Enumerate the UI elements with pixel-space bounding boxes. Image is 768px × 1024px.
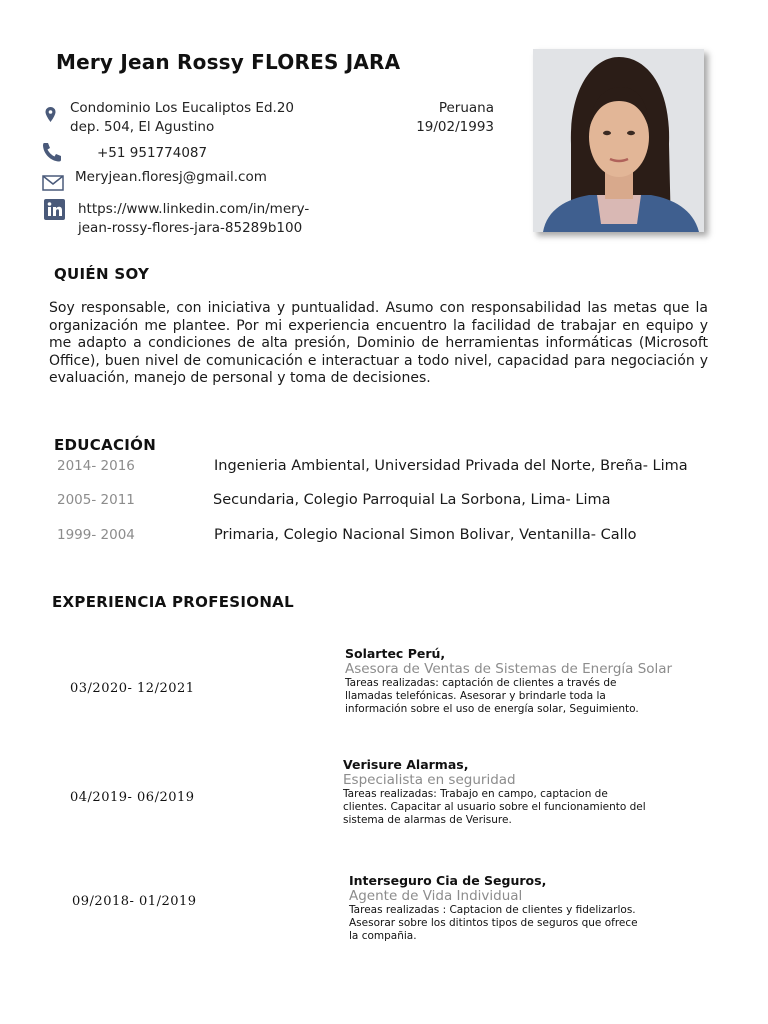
address-block bbox=[70, 99, 294, 137]
job-role: Asesora de Ventas de Sistemas de Energía Solar bbox=[345, 661, 673, 677]
linkedin-url-line-1[interactable]: https://www.linkedin.com/in/mery- bbox=[78, 201, 310, 217]
job-role: Especialista en seguridad bbox=[343, 772, 516, 788]
job-task-line: la compañia. bbox=[349, 930, 417, 942]
job-task-line: clientes. Capacitar al usuario sobre el funcionamiento del bbox=[343, 801, 646, 813]
education-description: Ingenieria Ambiental, Universidad Privada del Norte, Breña- Lima bbox=[214, 458, 688, 474]
profile-photo bbox=[533, 49, 704, 232]
job-role: Agente de Vida Individual bbox=[349, 888, 523, 904]
job-entry bbox=[345, 646, 672, 716]
job-tasks bbox=[349, 904, 638, 943]
education-years: 2005- 2011 bbox=[57, 492, 135, 508]
job-task-line: llamadas telefónicas. Asesorar y brindarle toda la bbox=[345, 690, 606, 702]
job-entry bbox=[349, 873, 638, 943]
job-dates: 09/2018- 01/2019 bbox=[72, 894, 197, 909]
about-section-title: QUIÉN SOY bbox=[54, 265, 150, 283]
phone-number: +51 951774087 bbox=[97, 145, 208, 161]
job-task-line: sistema de alarmas de Verisure. bbox=[343, 814, 512, 826]
email-address: Meryjean.floresj@gmail.com bbox=[75, 169, 267, 185]
linkedin-icon bbox=[44, 199, 65, 220]
job-task-line: Tareas realizadas: Trabajo en campo, captacion de bbox=[343, 788, 608, 800]
location-pin-icon bbox=[45, 107, 56, 122]
birth-date: 19/02/1993 bbox=[416, 119, 494, 135]
envelope-icon bbox=[42, 175, 64, 191]
experience-section-title: EXPERIENCIA PROFESIONAL bbox=[52, 593, 294, 611]
job-task-line: Tareas realizadas : Captacion de clientes y fidelizarlos. bbox=[349, 904, 636, 916]
job-entry bbox=[343, 757, 646, 827]
linkedin-url-line-2[interactable]: jean-rossy-flores-jara-85289b100 bbox=[78, 220, 303, 236]
address-line-2: dep. 504, El Agustino bbox=[70, 119, 215, 135]
education-description: Secundaria, Colegio Parroquial La Sorbona, Lima- Lima bbox=[213, 492, 611, 508]
personal-info bbox=[380, 99, 494, 137]
job-task-line: información sobre el uso de energía solar, Seguimiento. bbox=[345, 703, 639, 715]
job-dates: 03/2020- 12/2021 bbox=[70, 681, 195, 696]
address-line-1: Condominio Los Eucaliptos Ed.20 bbox=[70, 100, 294, 116]
job-company: Verisure Alarmas, bbox=[343, 757, 469, 772]
job-tasks bbox=[345, 677, 672, 716]
job-task-line: Tareas realizadas: captación de clientes a través de bbox=[345, 677, 617, 689]
education-description: Primaria, Colegio Nacional Simon Bolivar, Ventanilla- Callo bbox=[214, 527, 637, 543]
phone-icon bbox=[41, 142, 63, 162]
education-section-title: EDUCACIÓN bbox=[54, 436, 157, 454]
education-years: 2014- 2016 bbox=[57, 458, 135, 474]
candidate-name: Mery Jean Rossy FLORES JARA bbox=[56, 50, 401, 74]
job-company: Interseguro Cia de Seguros, bbox=[349, 873, 547, 888]
about-text: Soy responsable, con iniciativa y puntualidad. Asumo con responsabilidad las metas que la organización me plantee. Por mi experiencia encuentro la facilidad de trabajar en equipo y me adapto a condiciones de alta presión, Dominio de herramientas informáticas (Microsoft Office), buen nivel de comunicación e interactuar a todo nivel, capacidad para negociación y evaluación, manejo de personal y toma de decisiones. bbox=[49, 300, 708, 386]
job-dates: 04/2019- 06/2019 bbox=[70, 790, 195, 805]
job-company: Solartec Perú, bbox=[345, 646, 446, 661]
linkedin-url[interactable] bbox=[78, 200, 309, 238]
job-task-line: Asesorar sobre los ditintos tipos de seguros que ofrece bbox=[349, 917, 638, 929]
education-years: 1999- 2004 bbox=[57, 527, 135, 543]
job-tasks bbox=[343, 788, 646, 827]
nationality: Peruana bbox=[438, 100, 494, 116]
